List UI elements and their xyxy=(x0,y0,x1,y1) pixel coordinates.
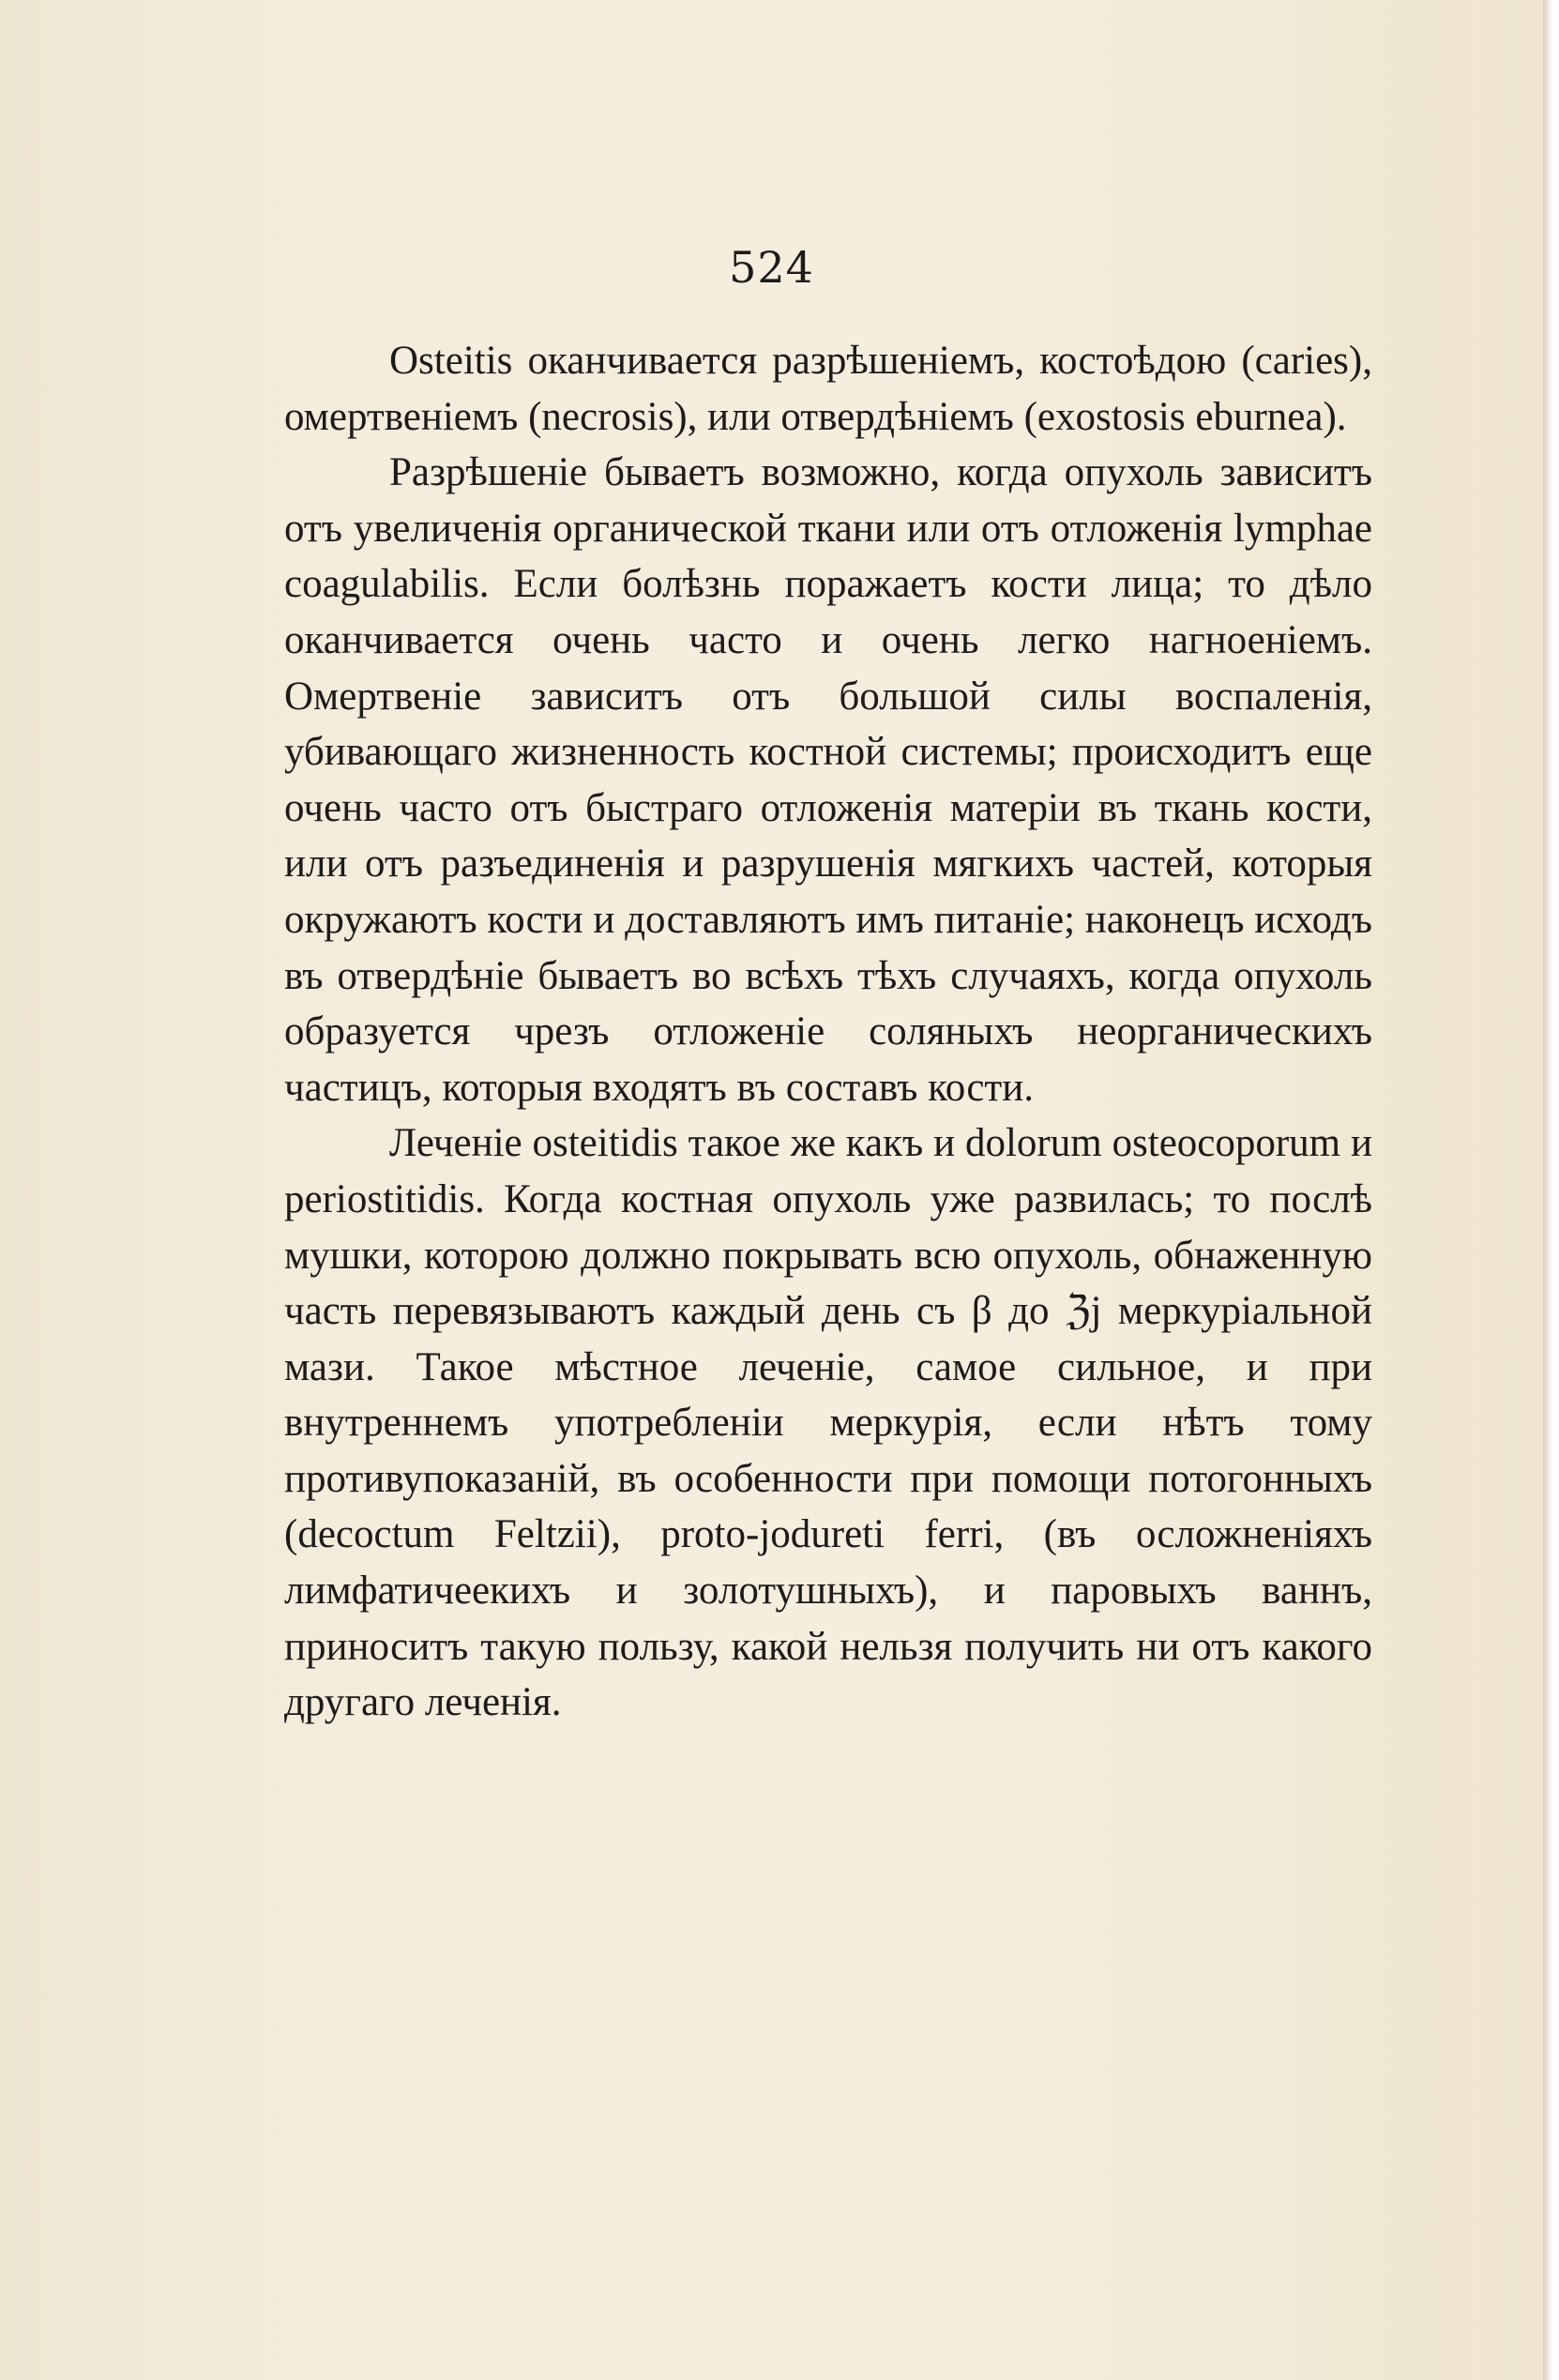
page-edge xyxy=(1543,0,1559,2380)
page-number: 524 xyxy=(729,242,814,293)
paragraph-resolution: Разрѣшеніе бываетъ возможно, когда опухоль зависитъ отъ увеличенія органической ткани или отъ отложенія lymphae coagulabilis. Если болѣзнь поражаетъ кости лица; то дѣло оканчивается очень часто и очень легко нагноеніемъ. Омертвеніе зависитъ отъ большой силы воспаленія, убивающаго жизненность костной системы; происходитъ еще очень часто отъ быстраго отложенія матеріи въ ткань кости, или отъ разъединенія и разрушенія мягкихъ частей, которыя окружаютъ кости и доставляютъ имъ питаніе; наконецъ исходъ въ отвердѣніе бываетъ во всѣхъ тѣхъ случаяхъ, когда опухоль образуется чрезъ отложеніе соляныхъ неорганическихъ частицъ, которыя входятъ въ составъ кости. xyxy=(284,450,1372,1110)
paragraph-outcomes: Osteitis оканчивается разрѣшеніемъ, костоѣдою (caries), омертвеніемъ (necrosis), или отвердѣніемъ (exostosis eburnea). xyxy=(284,339,1372,439)
paragraph-treatment: Леченіе osteitidis такое же какъ и dolorum osteocoporum и periostitidis. Когда костная опухоль уже развилась; то послѣ мушки, которою должно покрывать всю опухоль, обнаженную часть перевязываютъ каждый день съ β до ℨj меркуріальной мази. Такое мѣстное леченіе, самое сильное, и при внутреннемъ употребленіи меркурія, если нѣтъ тому противупоказаній, въ особенности при помощи потогонныхъ (decoctum Feltzii), proto-jodureti ferri, (въ осложненіяхъ лимфатичеекихъ и золотушныхъ), и паровыхъ ваннъ, приноситъ такую пользу, какой нельзя получить ни отъ какого другаго леченія. xyxy=(284,1121,1372,1725)
body-text xyxy=(284,333,1372,1731)
